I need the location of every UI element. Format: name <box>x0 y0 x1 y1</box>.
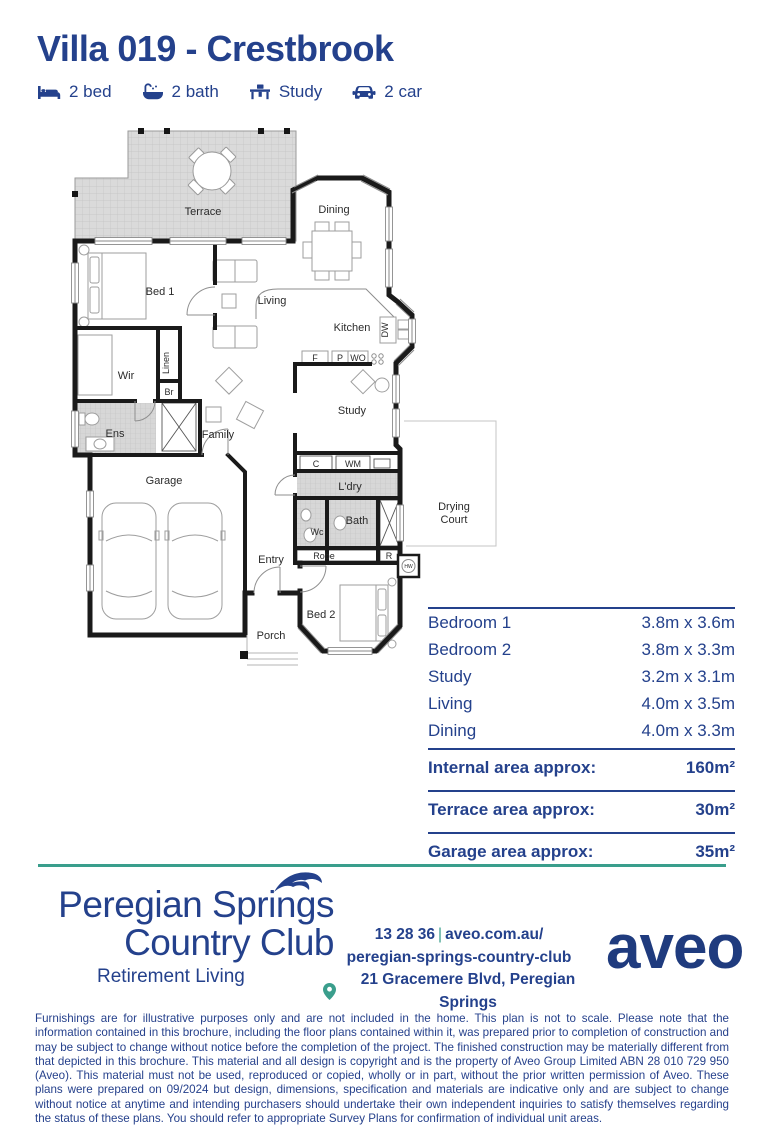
room-label-terrace: Terrace <box>184 206 222 218</box>
room-name: Bedroom 2 <box>428 639 512 659</box>
label-fridge: F <box>312 353 318 363</box>
drying-court-outline <box>404 421 496 546</box>
room-size: 3.2m x 3.1m <box>641 666 735 686</box>
room-name: Living <box>428 693 473 713</box>
contact-line1 <box>323 924 595 947</box>
footer-divider <box>38 864 726 867</box>
website-url[interactable]: aveo.com.au/ <box>445 926 544 943</box>
area-label: Internal area approx: <box>428 758 597 777</box>
room-label-bath: Bath <box>345 515 369 527</box>
room-label-family: Family <box>201 429 235 441</box>
desk-icon <box>249 84 271 100</box>
room-name: Dining <box>428 720 477 740</box>
label-robe: Robe <box>313 551 335 561</box>
phone-number: 13 28 36 <box>374 926 436 943</box>
feature-bath-label: 2 bath <box>171 82 219 101</box>
label-pantry: P <box>336 353 344 363</box>
room-label-bed2: Bed 2 <box>306 609 336 621</box>
room-label-garage: Garage <box>145 475 183 487</box>
feature-study <box>249 82 322 102</box>
table-row <box>428 717 735 744</box>
label-br: Br <box>164 387 174 397</box>
room-label-dining: Dining <box>318 204 350 216</box>
room-size: 4.0m x 3.5m <box>641 693 735 713</box>
area-label: Terrace area approx: <box>428 800 595 819</box>
terrace-area-row <box>428 790 735 828</box>
car-icon <box>352 84 376 101</box>
map-pin-icon <box>323 983 336 1000</box>
room-label-wir: Wir <box>117 370 135 382</box>
room-size: 4.0m x 3.3m <box>641 720 735 740</box>
feature-bed-label: 2 bed <box>69 82 112 101</box>
area-value: 30m² <box>695 800 735 819</box>
room-size: 3.8m x 3.6m <box>641 612 735 632</box>
website-url-line2[interactable]: peregian-springs-country-club <box>346 948 572 966</box>
label-drying-court-1: Drying <box>438 501 470 513</box>
label-hw: HW <box>404 564 413 570</box>
room-label-study: Study <box>337 405 367 417</box>
area-value: 160m² <box>685 758 735 777</box>
pipe-divider: | <box>438 926 443 943</box>
label-linen: Linen <box>161 351 171 375</box>
label-drying-court-2: Court <box>440 514 468 526</box>
label-washing-machine: WM <box>345 459 361 469</box>
label-wall-oven: WO <box>350 353 366 363</box>
room-terrace <box>72 128 296 241</box>
feature-car-label: 2 car <box>384 82 423 101</box>
bath-icon <box>142 83 164 101</box>
label-r: R <box>385 551 393 561</box>
table-row <box>428 609 735 636</box>
feature-car <box>352 82 422 102</box>
address-line <box>323 969 595 1014</box>
room-label-ens: Ens <box>105 428 125 440</box>
room-label-bed1: Bed 1 <box>145 286 175 298</box>
contact-block <box>323 924 595 1014</box>
feature-bath <box>142 82 219 102</box>
room-label-laundry: L'dry <box>338 481 362 493</box>
room-size: 3.8m x 3.3m <box>641 639 735 659</box>
internal-area-row <box>428 748 735 786</box>
area-label: Garage area approx: <box>428 842 594 861</box>
feature-row <box>38 82 422 102</box>
brand-name-line2: Country Club <box>124 922 334 963</box>
area-value: 35m² <box>695 842 735 861</box>
label-dishwasher: DW <box>380 322 390 338</box>
disclaimer-text: Furnishings are for illustrative purposes only and are not included in the home. This plan is not to scale. Please note that the information contained in this brochure, including the floor plans contained within it, was prepared prior to completion of construction and may be subject to change without notice before the completion of the project. The finished construction may be materially different from that depicted in this brochure. This material and all design is copyright and is the property of Aveo Group Limited ABN 28 010 729 950 (Aveo). This material must not be used, reproduced or copied, wholly or in part, without the prior written permission of Aveo. These plans were prepared on 09/2024 but design, dimensions, specification and materials are indicative only and are subject to change without notice at anytime and intending purchasers should undertake their own independent inquiries to satisfy themselves regarding the status of these plans. You should refer to appropriate Survey Plans for confirmation of individual unit areas. <box>35 1012 729 1126</box>
room-label-living: Living <box>257 295 287 307</box>
room-label-wc: Wc <box>310 527 324 537</box>
table-row <box>428 663 735 690</box>
brand-tagline: Retirement Living <box>97 966 245 987</box>
page-title: Villa 019 - Crestbrook <box>37 28 394 69</box>
floor-plan <box>40 123 520 685</box>
table-row <box>428 636 735 663</box>
feature-study-label: Study <box>278 82 323 101</box>
dimensions-table <box>428 607 735 870</box>
bed-icon <box>38 84 61 101</box>
feature-bed <box>38 82 112 102</box>
address-text: 21 Gracemere Blvd, Peregian Springs <box>360 971 576 1011</box>
room-name: Study <box>428 666 472 686</box>
room-label-kitchen: Kitchen <box>333 322 371 334</box>
brand-block <box>38 886 334 962</box>
room-label-entry: Entry <box>258 554 284 566</box>
label-cupboard: C <box>312 459 320 469</box>
room-name: Bedroom 1 <box>428 612 512 632</box>
brand-name-line1: Peregian Springs <box>58 884 334 925</box>
table-row <box>428 690 735 717</box>
aveo-logo: aveo <box>606 913 744 982</box>
room-label-porch: Porch <box>256 630 286 642</box>
